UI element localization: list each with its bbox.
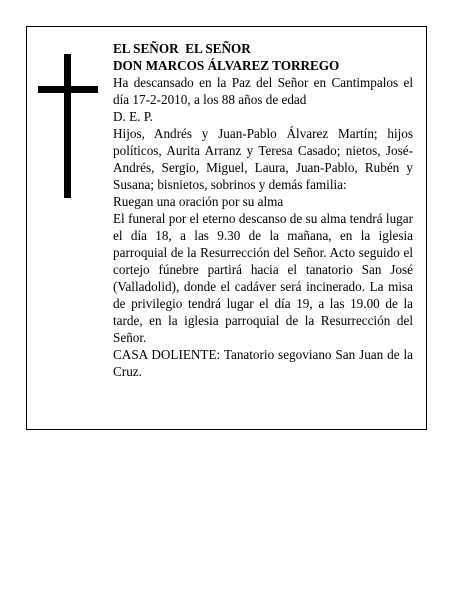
funeral-details: El funeral por el eterno descanso de su alma tendrá lugar el día 18, a las 9.30 de la mañana, en la iglesia parroquial de la Resurrección del Señor. Acto seguido el cortejo fúnebre partirá hacia el tanatorio San José (Valladolid), donde el cadáver será incinerado. La misa de privilegio tendrá lugar el día 19, a las 19.00 de la tarde, en la iglesia parroquial de la Resurrección del Señor. [113, 211, 413, 345]
cross-vertical-bar [64, 54, 71, 198]
obituary-notice [26, 26, 427, 430]
deceased-name: DON MARCOS ÁLVAREZ TORREGO [113, 58, 340, 73]
rip-abbreviation: D. E. P. [113, 109, 153, 124]
cross-icon [38, 54, 98, 198]
family-list: Hijos, Andrés y Juan-Pablo Álvarez Martín; hijos políticos, Aurita Arranz y Teresa Casado; nietos, José-Andrés, Sergio, Miguel, Laura, Juan-Pablo, Rubén y Susana; bisnietos, sobrinos y demás familia: [113, 126, 413, 192]
cross-horizontal-bar [38, 86, 98, 93]
prayer-request: Ruegan una oración por su alma [113, 194, 284, 209]
passing-announcement: Ha descansado en la Paz del Señor en Cantimpalos el día 17-2-2010, a los 88 años de edad [113, 75, 413, 107]
notice-title-line-1: EL SEÑOR EL SEÑOR [113, 41, 251, 56]
mourning-house: CASA DOLIENTE: Tanatorio segoviano San Juan de la Cruz. [113, 347, 413, 379]
notice-text-block [113, 40, 413, 380]
